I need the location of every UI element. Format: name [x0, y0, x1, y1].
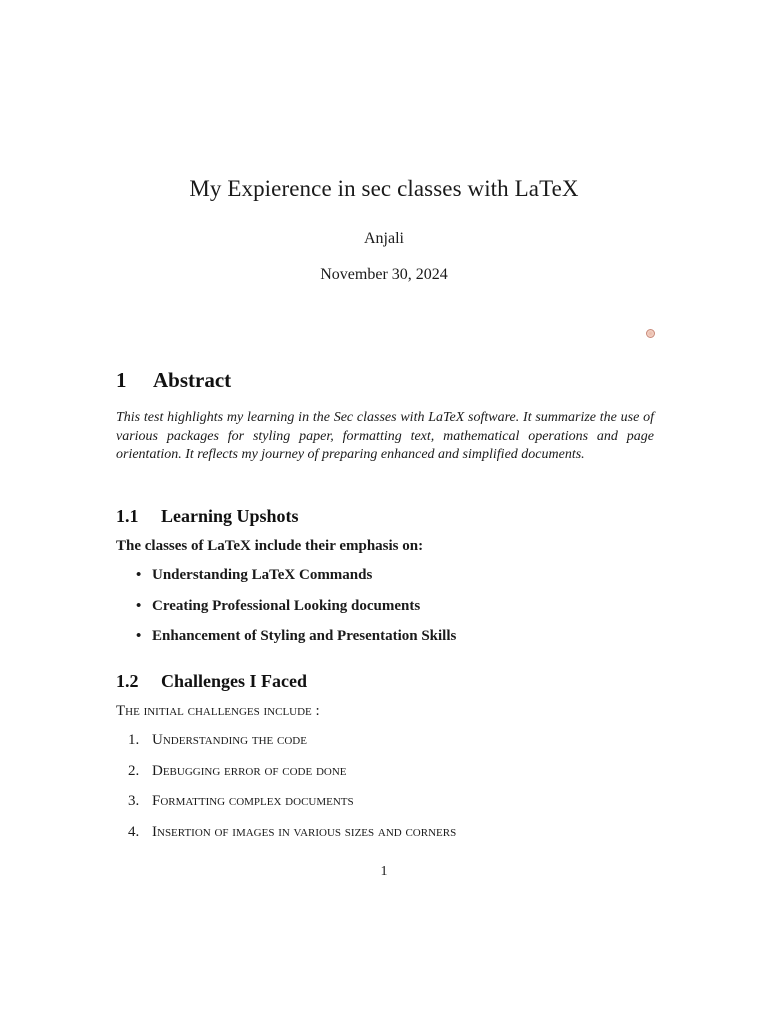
challenges-numbered-list	[128, 732, 456, 854]
subsection-title: Learning Upshots	[161, 506, 299, 526]
list-item-number: 1.	[128, 732, 140, 748]
document-author: Anjali	[364, 230, 404, 247]
small-image-figure	[646, 329, 655, 338]
list-item	[128, 732, 456, 763]
bullet-icon: •	[136, 628, 142, 644]
subsection-title: Challenges I Faced	[161, 671, 307, 691]
list-item-text: Enhancement of Styling and Presentation Skills	[152, 628, 457, 644]
subsection-number: 1.1	[116, 506, 139, 526]
list-item-text: Formatting complex documents	[152, 793, 354, 809]
section-title: Abstract	[153, 368, 232, 392]
list-item-text: Creating Professional Looking documents	[152, 597, 421, 614]
section-number: 1	[116, 368, 127, 392]
list-item	[128, 793, 456, 824]
list-item-text: Insertion of images in various sizes and corners	[152, 823, 457, 840]
document-title: My Expierence in sec classes with LaTeX	[189, 176, 579, 201]
list-item	[128, 824, 456, 855]
learning-bullet-list	[136, 567, 456, 659]
document-date: November 30, 2024	[320, 266, 448, 283]
subsection-number: 1.2	[116, 671, 139, 691]
subsection-heading-learning-upshots	[116, 506, 299, 527]
list-item-text: Debugging error of code done	[152, 762, 347, 779]
section-heading-abstract	[116, 368, 231, 393]
challenges-intro-text: The initial challenges include :	[116, 703, 320, 719]
list-item-number: 2.	[128, 762, 140, 779]
list-item-text: Understanding LaTeX Commands	[152, 567, 373, 583]
list-item-text: Understanding the code	[152, 732, 307, 748]
abstract-paragraph: This test highlights my learning in the Sec classes with LaTeX software. It summarize the use of various packages for styling paper, formatting text, mathematical operations and page orientation. It reflects my journey of preparing enhanced and simplified documents.	[116, 410, 654, 462]
list-item	[136, 628, 456, 659]
subsection-heading-challenges	[116, 671, 307, 692]
page-number: 1	[380, 864, 388, 879]
list-item-number: 4.	[128, 823, 140, 840]
list-item-number: 3.	[128, 793, 140, 809]
bullet-icon: •	[136, 597, 142, 614]
list-item	[136, 598, 456, 629]
bullet-icon: •	[136, 567, 142, 583]
list-item	[128, 763, 456, 794]
learning-intro-text: The classes of LaTeX include their emphasis on:	[116, 538, 424, 554]
list-item	[136, 567, 456, 598]
